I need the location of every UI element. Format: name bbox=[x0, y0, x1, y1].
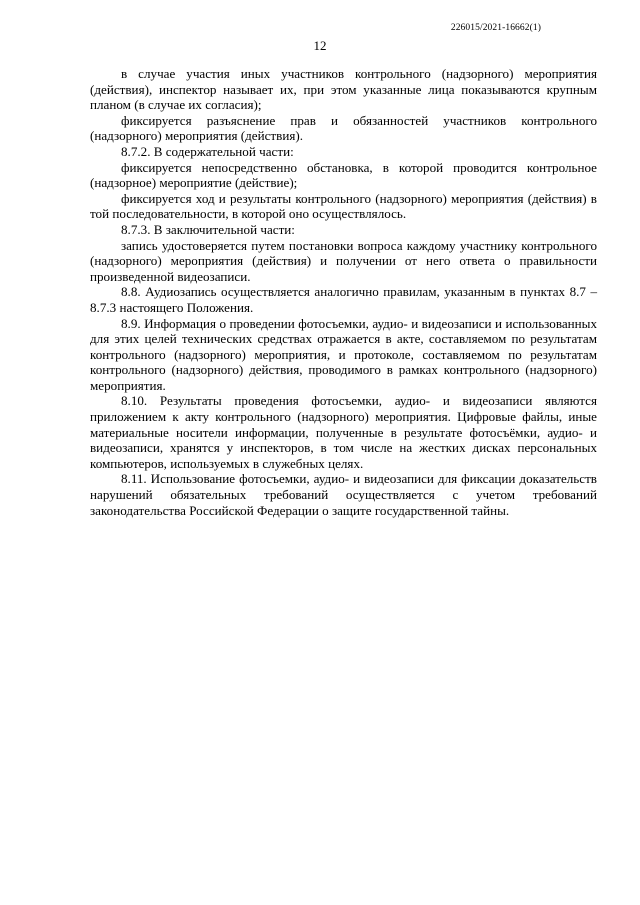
paragraph-8-8-audio: 8.8. Аудиозапись осуществляется аналогично правилам, указанным в пунктах 8.7 – 8.7.3 настоящего Положения. bbox=[90, 284, 597, 315]
document-registration-number: 226015/2021-16662(1) bbox=[450, 23, 541, 33]
paragraph-8-9-information: 8.9. Информация о проведении фотосъемки, аудио- и видеозаписи и использованных для этих целей технических средствах отражается в акте, составляемом по результатам контрольного (надзорного) мероприятия, и протоколе, составляемом по результатам контрольного (надзорного) действия, проводимого в рамках контрольного (надзорного) мероприятия. bbox=[90, 315, 597, 393]
page-number: 12 bbox=[313, 38, 327, 53]
paragraph-progress-recording: фиксируется ход и результаты контрольного (надзорного) мероприятия (действия) в той последовательности, в которой оно осуществлялось. bbox=[90, 190, 597, 222]
paragraph-8-11-state-secret: 8.11. Использование фотосъемки, аудио- и видеозаписи для фиксации доказательств нарушений обязательных требований осуществляется с учетом требований законодательства Российской Федерации о защите государственной тайны. bbox=[90, 471, 597, 518]
paragraph-rights-explanation: фиксируется разъяснение прав и обязанностей участников контрольного (надзорного) мероприятия (действия). bbox=[90, 112, 597, 144]
paragraph-8-7-3-heading: 8.7.3. В заключительной части: bbox=[121, 221, 295, 237]
paragraph-8-10-results: 8.10. Результаты проведения фотосъемки, аудио- и видеозаписи являются приложением к акту контрольного (надзорного) мероприятия. Цифровые файлы, иные материальные носители информации, полученные в результате фотосъёмки, аудио- и видеозаписи, хранятся у инспекторов, в том числе на жестких дисках персональных компьютеров, используемых в служебных целях. bbox=[90, 393, 597, 471]
paragraph-recording-certification: запись удостоверяется путем постановки вопроса каждому участнику контрольного (надзорного) мероприятия (действия) и получении от него ответа о правильности произведенной видеозаписи. bbox=[90, 237, 597, 284]
paragraph-participants-introduction: в случае участия иных участников контрольного (надзорного) мероприятия (действия), инспектор называет их, при этом указанные лица показываются крупным планом (в случае их согласия); bbox=[90, 66, 597, 113]
paragraph-situation-recording: фиксируется непосредственно обстановка, в которой проводится контрольное (надзорное) мероприятие (действие); bbox=[90, 159, 597, 191]
document-body bbox=[90, 66, 597, 518]
paragraph-8-7-2-heading: 8.7.2. В содержательной части: bbox=[121, 143, 294, 159]
